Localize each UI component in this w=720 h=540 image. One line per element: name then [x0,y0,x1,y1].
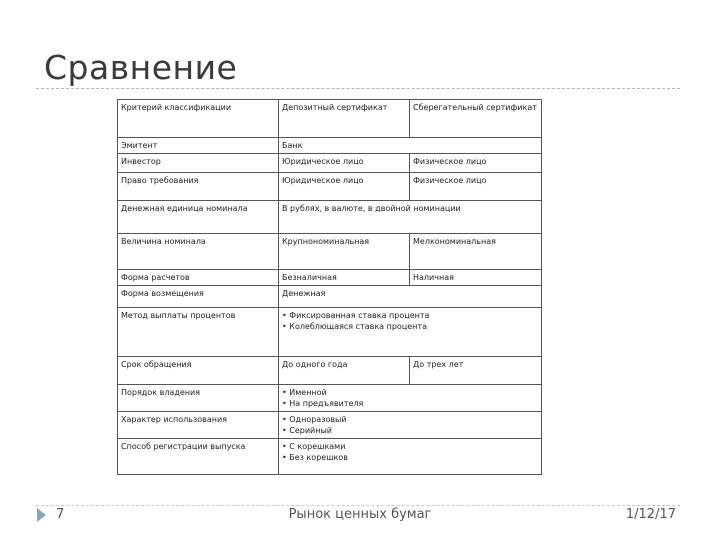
row-savings-value-cell [410,173,542,201]
row-shared-value-cell [279,308,542,357]
cell-line: • Серийный [282,426,332,435]
table-header-row [118,100,542,138]
cell-line: • Одноразовый [282,415,347,424]
row-deposit-value-cell [279,270,410,286]
cell-line: • Именной [282,388,327,397]
cell-line: Банк [282,141,303,150]
table-row [118,357,542,385]
row-criterion-cell: Метод выплаты процентов [118,308,279,357]
row-criterion-cell: Порядок владения [118,385,279,412]
row-criterion-cell: Характер использования [118,412,279,439]
row-criterion-cell: Величина номинала [118,234,279,270]
table-row [118,154,542,173]
cell-line: • Без корешков [282,453,348,462]
row-shared-value-cell [279,286,542,308]
cell-line: Безналичная [282,273,337,282]
table-row [118,412,542,439]
table-row [118,308,542,357]
row-deposit-value-cell [279,234,410,270]
table-row [118,138,542,154]
row-criterion-cell: Форма расчетов [118,270,279,286]
row-criterion-cell: Способ регистрации выпуска [118,439,279,475]
row-shared-value-cell [279,138,542,154]
cell-line: Юридическое лицо [282,157,364,166]
row-savings-value-cell [410,234,542,270]
header-criterion: Критерий классификации [118,100,279,138]
cell-line: Мелкономинальная [413,237,496,246]
cell-line: • Фиксированная ставка процента [282,311,430,320]
table-row [118,173,542,201]
table-row [118,286,542,308]
row-deposit-value-cell [279,154,410,173]
cell-line: • На предъявителя [282,399,364,408]
cell-line: До трех лет [413,360,464,369]
cell-line: • С корешками [282,442,346,451]
comparison-table [117,99,542,475]
row-criterion-cell: Денежная единица номинала [118,201,279,234]
row-shared-value-cell [279,439,542,475]
row-deposit-value-cell [279,357,410,385]
table-row [118,270,542,286]
slide-title: Сравнение [44,48,238,87]
cell-line: Юридическое лицо [282,176,364,185]
row-criterion-cell: Форма возмещения [118,286,279,308]
header-savings-certificate: Сберегательный сертификат [410,100,542,138]
table-row [118,439,542,475]
cell-line: Денежная [282,289,326,298]
page-number: 7 [56,507,65,522]
row-shared-value-cell [279,385,542,412]
row-savings-value-cell [410,154,542,173]
cell-line: Физическое лицо [413,176,487,185]
row-savings-value-cell [410,357,542,385]
cell-line: • Колеблющаяся ставка процента [282,322,427,331]
row-savings-value-cell [410,270,542,286]
table-row [118,234,542,270]
cell-line: В рублях, в валюте, в двойной номинации [282,204,461,213]
cell-line: До одного года [282,360,348,369]
comparison-table-body [118,100,542,475]
row-criterion-cell: Срок обращения [118,357,279,385]
row-criterion-cell: Эмитент [118,138,279,154]
table-row [118,201,542,234]
header-deposit-certificate: Депозитный сертификат [279,100,410,138]
table-row [118,385,542,412]
row-shared-value-cell [279,412,542,439]
row-criterion-cell: Право требования [118,173,279,201]
row-deposit-value-cell [279,173,410,201]
footer-date: 1/12/17 [625,507,676,522]
cell-line: Крупнономинальная [282,237,370,246]
footer-divider [36,505,680,506]
cell-line: Наличная [413,273,454,282]
row-shared-value-cell [279,201,542,234]
cell-line: Физическое лицо [413,157,487,166]
row-criterion-cell: Инвестор [118,154,279,173]
title-divider [36,88,680,89]
footer-title: Рынок ценных бумаг [288,507,432,522]
